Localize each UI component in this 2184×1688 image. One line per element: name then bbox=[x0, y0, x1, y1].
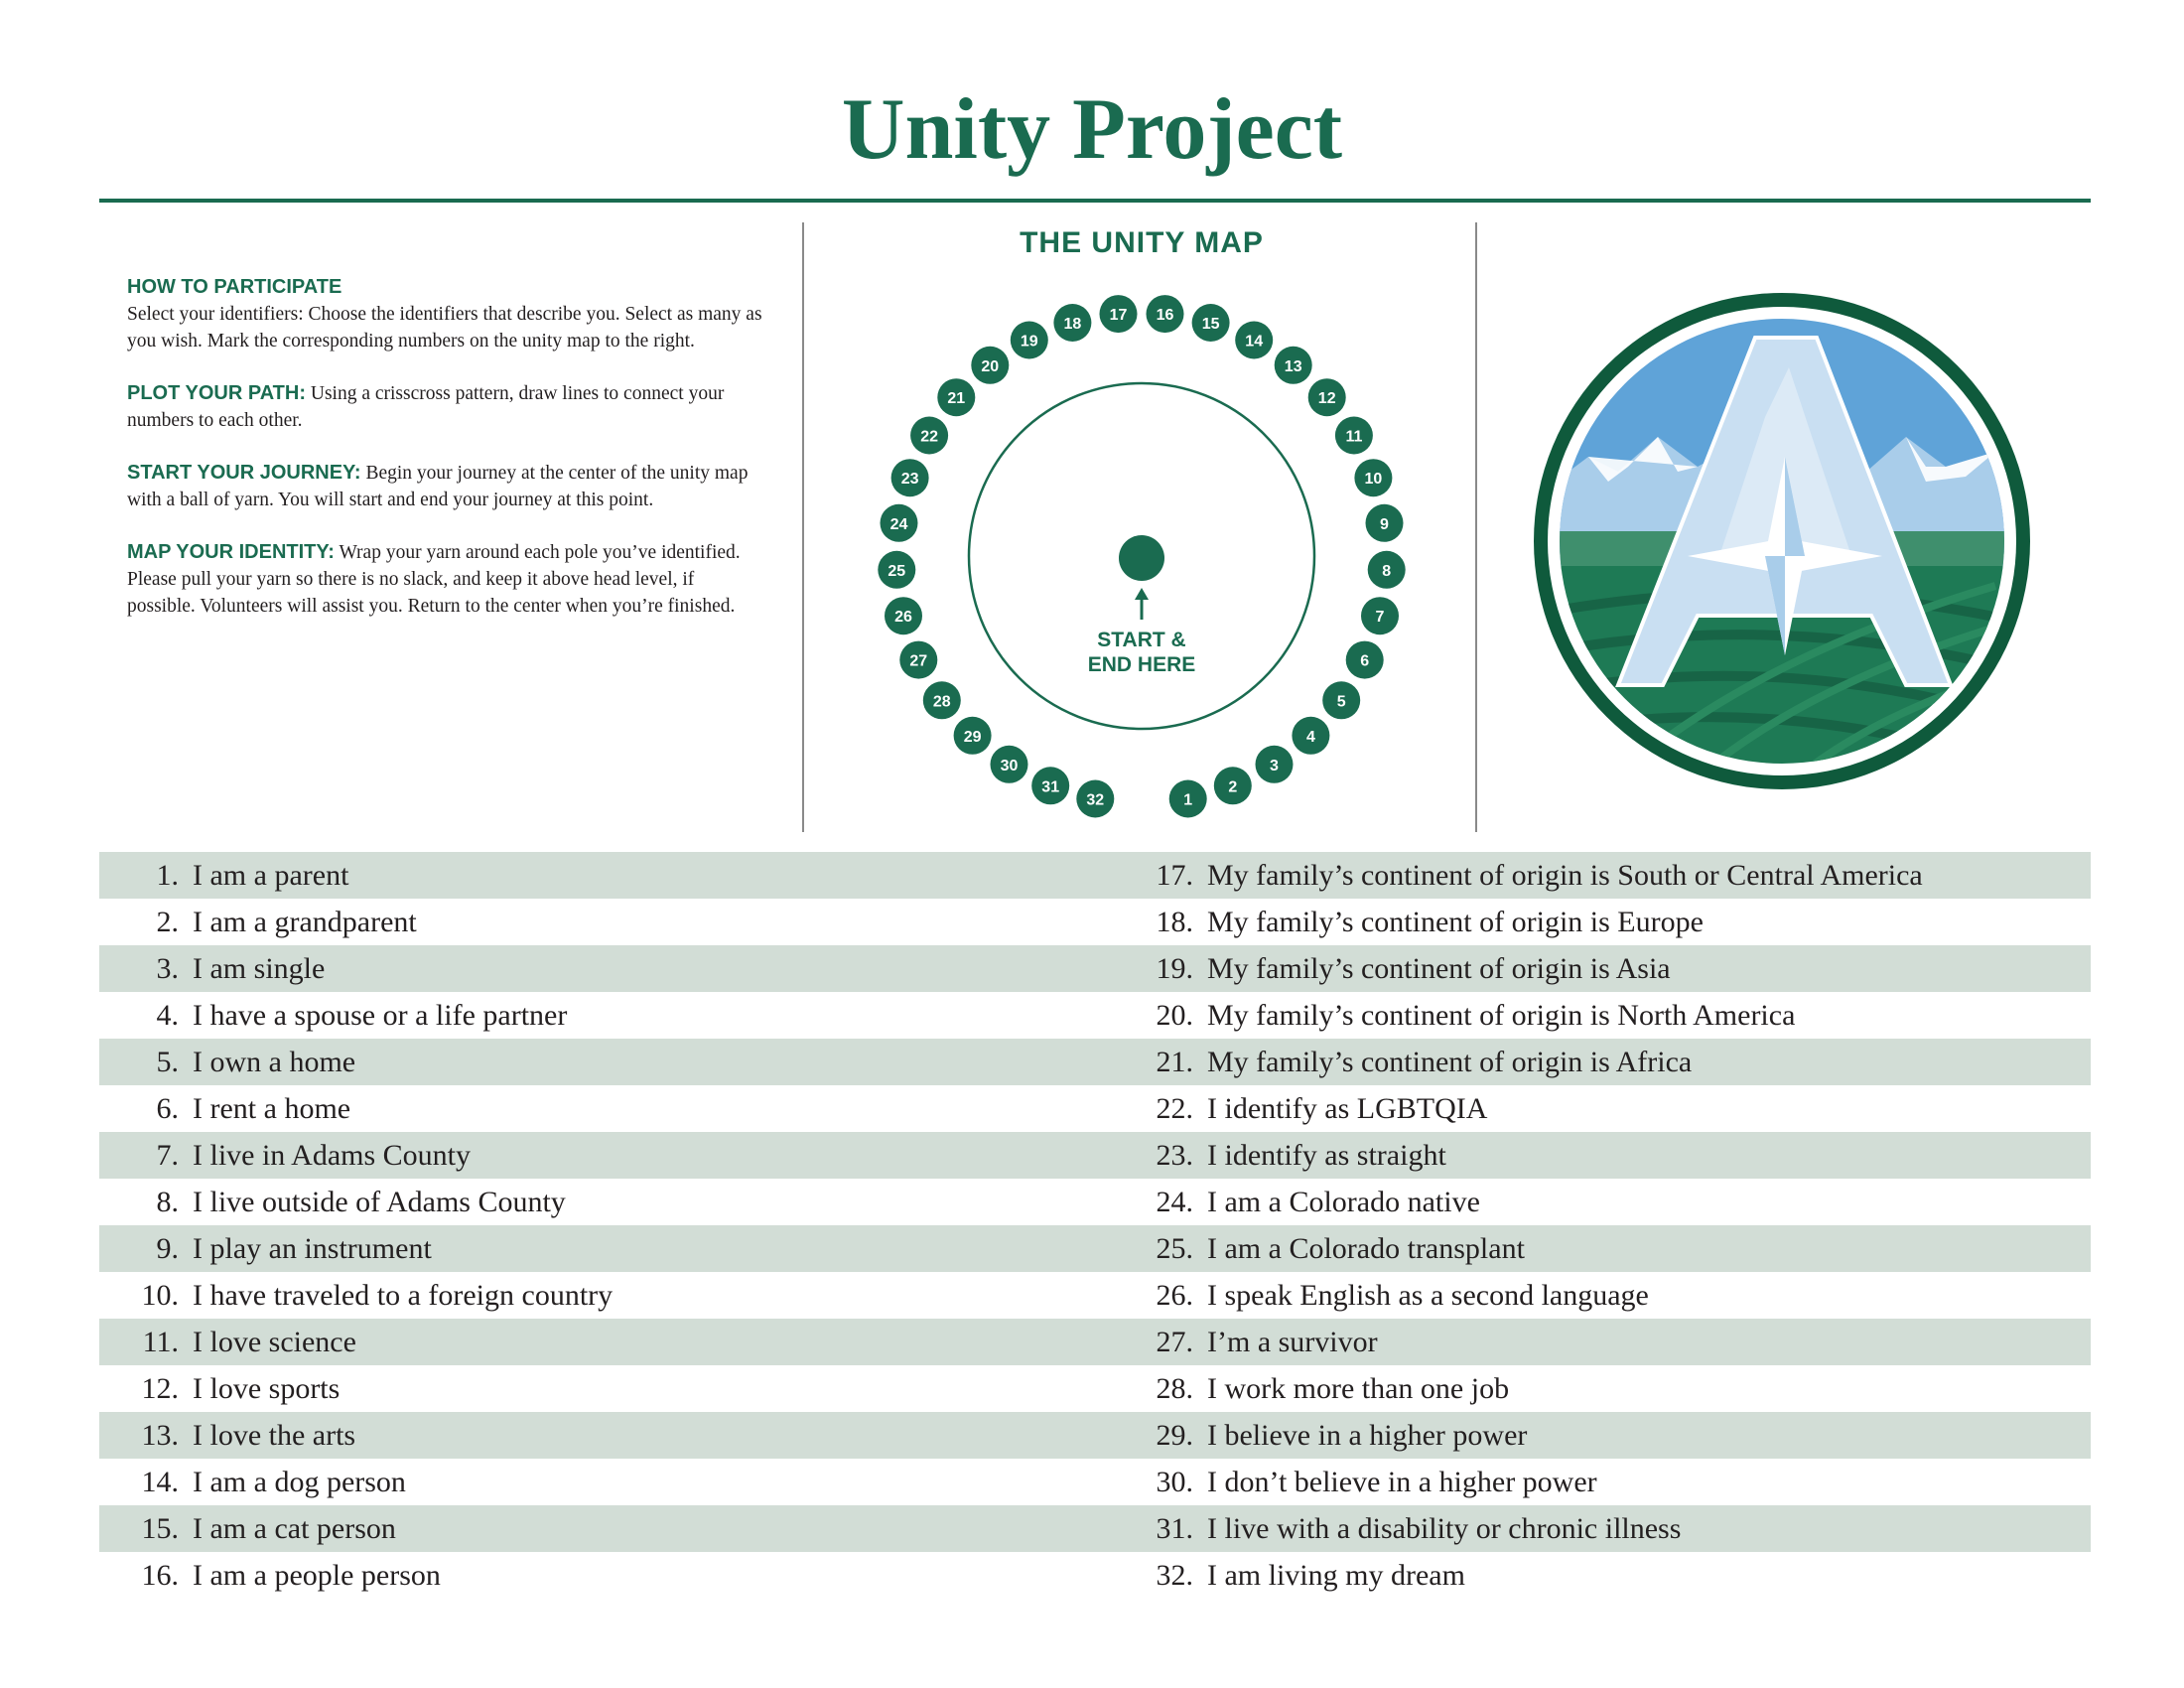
map-node-21 bbox=[937, 378, 975, 416]
list-item: 7. I live in Adams County bbox=[156, 1139, 471, 1172]
map-node-label: 11 bbox=[1345, 428, 1363, 446]
map-node-25 bbox=[878, 551, 915, 589]
map-node-label: 4 bbox=[1305, 728, 1315, 746]
instruction-heading: START YOUR JOURNEY: bbox=[127, 462, 361, 484]
list-item: 14. I am a dog person bbox=[141, 1466, 406, 1498]
map-node-label: 16 bbox=[1156, 307, 1174, 325]
map-node-label: 15 bbox=[1201, 316, 1220, 333]
instruction-heading: MAP YOUR IDENTITY: bbox=[127, 541, 335, 563]
map-node-31 bbox=[1031, 767, 1069, 804]
map-node-18 bbox=[1053, 304, 1091, 342]
list-item: 2. I am a grandparent bbox=[156, 906, 417, 938]
list-item: 15. I am a cat person bbox=[141, 1512, 396, 1545]
map-node-label: 25 bbox=[887, 562, 906, 580]
map-node-label: 5 bbox=[1336, 693, 1346, 711]
map-node-label: 12 bbox=[1317, 390, 1336, 408]
map-node-10 bbox=[1354, 459, 1392, 496]
column-divider-left bbox=[802, 222, 804, 832]
list-item: 11. I love science bbox=[142, 1326, 356, 1358]
map-node-11 bbox=[1335, 417, 1373, 455]
identifier-list-right bbox=[1112, 852, 2085, 1599]
map-node-2 bbox=[1214, 767, 1252, 804]
map-node-label: 6 bbox=[1360, 652, 1370, 670]
list-item: 8. I live outside of Adams County bbox=[156, 1186, 566, 1218]
list-item: 5. I own a home bbox=[156, 1046, 356, 1078]
list-item: 17. My family’s continent of origin is South or Central America bbox=[1156, 859, 1923, 892]
list-item: 30. I don’t believe in a higher power bbox=[1156, 1466, 1597, 1498]
map-node-label: 17 bbox=[1109, 307, 1128, 325]
map-node-16 bbox=[1147, 295, 1184, 333]
map-node-label: 8 bbox=[1382, 562, 1392, 580]
map-node-4 bbox=[1292, 717, 1329, 755]
map-node-27 bbox=[899, 641, 937, 679]
instruction-text: Begin your journey at the center of the unity map with a ball of yarn. You will start and end your journey at this point. bbox=[127, 463, 749, 510]
map-node-label: 9 bbox=[1380, 515, 1389, 533]
map-node-29 bbox=[954, 717, 992, 755]
list-item: 9. I play an instrument bbox=[156, 1232, 432, 1265]
map-node-label: 24 bbox=[889, 515, 908, 533]
map-node-label: 13 bbox=[1284, 357, 1302, 375]
list-item: 10. I have traveled to a foreign country bbox=[141, 1279, 614, 1312]
unity-map-title: THE UNITY MAP bbox=[1020, 226, 1264, 259]
list-item: 29. I believe in a higher power bbox=[1156, 1419, 1528, 1452]
page-title: Unity Project bbox=[841, 81, 1343, 178]
instruction-heading: HOW TO PARTICIPATE bbox=[127, 276, 342, 298]
instructions bbox=[127, 274, 762, 645]
map-node-32 bbox=[1076, 780, 1114, 818]
center-label-start: START & bbox=[1097, 629, 1186, 651]
list-item: 16. I am a people person bbox=[141, 1559, 441, 1592]
map-node-24 bbox=[881, 504, 918, 542]
map-node-label: 30 bbox=[1000, 757, 1019, 774]
map-node-9 bbox=[1366, 504, 1404, 542]
map-node-label: 1 bbox=[1183, 791, 1193, 809]
list-item: 23. I identify as straight bbox=[1156, 1139, 1446, 1172]
center-point bbox=[1119, 535, 1164, 581]
map-node-5 bbox=[1322, 681, 1360, 719]
map-node-23 bbox=[891, 459, 929, 496]
map-node-label: 18 bbox=[1063, 316, 1082, 333]
instruction-text: Using a crisscross pattern, draw lines to connect your numbers to each other. bbox=[127, 383, 725, 431]
list-item: 26. I speak English as a second language bbox=[1156, 1279, 1649, 1312]
instruction-heading: PLOT YOUR PATH: bbox=[127, 382, 306, 404]
list-item: 20. My family’s continent of origin is North America bbox=[1156, 999, 1796, 1032]
list-item: 19. My family’s continent of origin is Asia bbox=[1156, 952, 1671, 985]
list-item: 4. I have a spouse or a life partner bbox=[156, 999, 568, 1032]
list-item: 25. I am a Colorado transplant bbox=[1156, 1232, 1525, 1265]
identifier-list-left bbox=[99, 852, 1072, 1599]
list-item: 24. I am a Colorado native bbox=[1156, 1186, 1480, 1218]
map-node-28 bbox=[923, 681, 961, 719]
map-node-label: 20 bbox=[981, 357, 1000, 375]
map-node-6 bbox=[1346, 641, 1384, 679]
adams-county-logo bbox=[1529, 288, 2035, 794]
list-item: 31. I live with a disability or chronic illness bbox=[1156, 1512, 1682, 1545]
list-item: 13. I love the arts bbox=[141, 1419, 356, 1452]
list-item: 27. I’m a survivor bbox=[1156, 1326, 1378, 1358]
title-divider bbox=[99, 199, 2091, 203]
list-item: 32. I am living my dream bbox=[1156, 1559, 1465, 1592]
list-item: 22. I identify as LGBTQIA bbox=[1156, 1092, 1488, 1125]
list-item: 6. I rent a home bbox=[156, 1092, 351, 1125]
map-node-label: 22 bbox=[920, 428, 938, 446]
instruction-map-identity bbox=[127, 539, 762, 620]
instruction-text: Wrap your yarn around each pole you’ve identified. Please pull your yarn so there is no slack, and keep it above head level, if possible. Volunteers will assist you. Return to the center when you’re finished. bbox=[127, 542, 741, 617]
map-node-7 bbox=[1361, 597, 1399, 634]
map-node-label: 2 bbox=[1228, 778, 1238, 796]
map-node-label: 7 bbox=[1375, 609, 1385, 627]
map-node-8 bbox=[1368, 551, 1406, 589]
map-node-12 bbox=[1308, 378, 1346, 416]
map-node-15 bbox=[1192, 304, 1230, 342]
map-node-3 bbox=[1256, 746, 1294, 783]
column-divider-right bbox=[1475, 222, 1477, 832]
map-node-14 bbox=[1235, 322, 1273, 359]
list-item: 18. My family’s continent of origin is Europe bbox=[1156, 906, 1704, 938]
map-node-19 bbox=[1011, 322, 1048, 359]
center-label-end: END HERE bbox=[1087, 653, 1196, 676]
list-item: 1. I am a parent bbox=[156, 859, 349, 892]
map-node-label: 27 bbox=[909, 652, 928, 670]
map-node-label: 3 bbox=[1270, 757, 1279, 774]
map-node-30 bbox=[991, 746, 1028, 783]
map-node-label: 14 bbox=[1245, 333, 1264, 351]
instruction-text: Select your identifiers: Choose the identifiers that describe you. Select as many as you wish. Mark the corresponding numbers on the unity map to the right. bbox=[127, 304, 762, 352]
list-item: 3. I am single bbox=[156, 952, 326, 985]
map-node-1 bbox=[1169, 780, 1207, 818]
instruction-start-journey bbox=[127, 460, 762, 513]
map-node-22 bbox=[910, 417, 948, 455]
map-node-label: 31 bbox=[1041, 778, 1060, 796]
list-item: 28. I work more than one job bbox=[1156, 1372, 1510, 1405]
map-node-label: 21 bbox=[947, 390, 966, 408]
map-node-label: 19 bbox=[1020, 333, 1038, 351]
map-node-17 bbox=[1100, 295, 1138, 333]
instruction-participate bbox=[127, 274, 762, 354]
unity-map bbox=[864, 278, 1420, 834]
map-node-label: 23 bbox=[900, 471, 919, 489]
map-node-label: 26 bbox=[894, 609, 912, 627]
map-node-20 bbox=[971, 347, 1009, 384]
map-node-label: 28 bbox=[932, 693, 951, 711]
map-node-13 bbox=[1275, 347, 1312, 384]
map-node-label: 10 bbox=[1364, 471, 1383, 489]
list-item: 21. My family’s continent of origin is Africa bbox=[1156, 1046, 1693, 1078]
map-node-26 bbox=[885, 597, 922, 634]
instruction-plot-path bbox=[127, 380, 762, 434]
arrow-head-icon bbox=[1135, 588, 1149, 600]
map-node-label: 29 bbox=[963, 728, 982, 746]
map-node-label: 32 bbox=[1086, 791, 1105, 809]
list-item: 12. I love sports bbox=[141, 1372, 341, 1405]
